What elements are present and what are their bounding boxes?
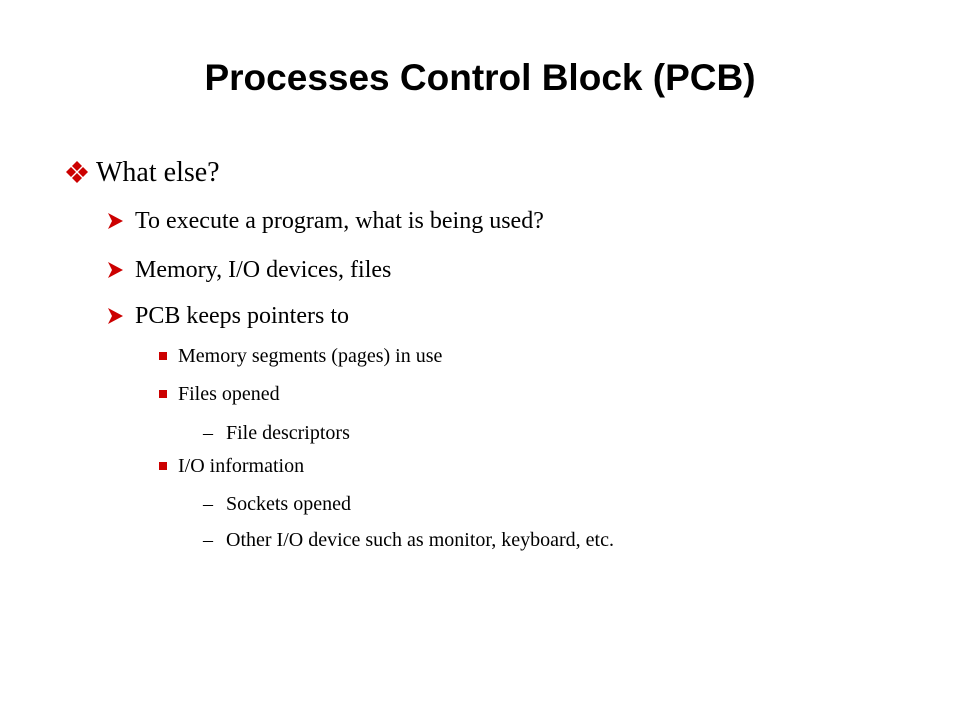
bullet-text-level4: File descriptors xyxy=(226,422,350,444)
bullet-text-level3: I/O information xyxy=(178,455,305,477)
square-icon xyxy=(159,352,167,360)
dash-bullet: – xyxy=(203,529,213,551)
bullet-text-level2: PCB keeps pointers to xyxy=(135,303,349,329)
square-icon xyxy=(159,462,167,470)
arrowhead-icon xyxy=(106,212,124,230)
bullet-text-level4: Sockets opened xyxy=(226,493,351,515)
bullet-text-level4: Other I/O device such as monitor, keyboard, etc. xyxy=(226,529,614,551)
dash-bullet: – xyxy=(203,493,213,515)
arrowhead-icon xyxy=(106,307,124,325)
bullet-text-level2: To execute a program, what is being used? xyxy=(135,208,544,234)
bullet-text-level2: Memory, I/O devices, files xyxy=(135,257,392,283)
arrowhead-icon xyxy=(106,261,124,279)
bullet-text-level1: What else? xyxy=(96,157,220,188)
slide-title: Processes Control Block (PCB) xyxy=(204,57,756,98)
dash-bullet: – xyxy=(203,422,213,444)
bullet-text-level3: Memory segments (pages) in use xyxy=(178,345,443,367)
four-diamond-icon xyxy=(64,160,90,186)
square-icon xyxy=(159,390,167,398)
bullet-text-level3: Files opened xyxy=(178,383,280,405)
